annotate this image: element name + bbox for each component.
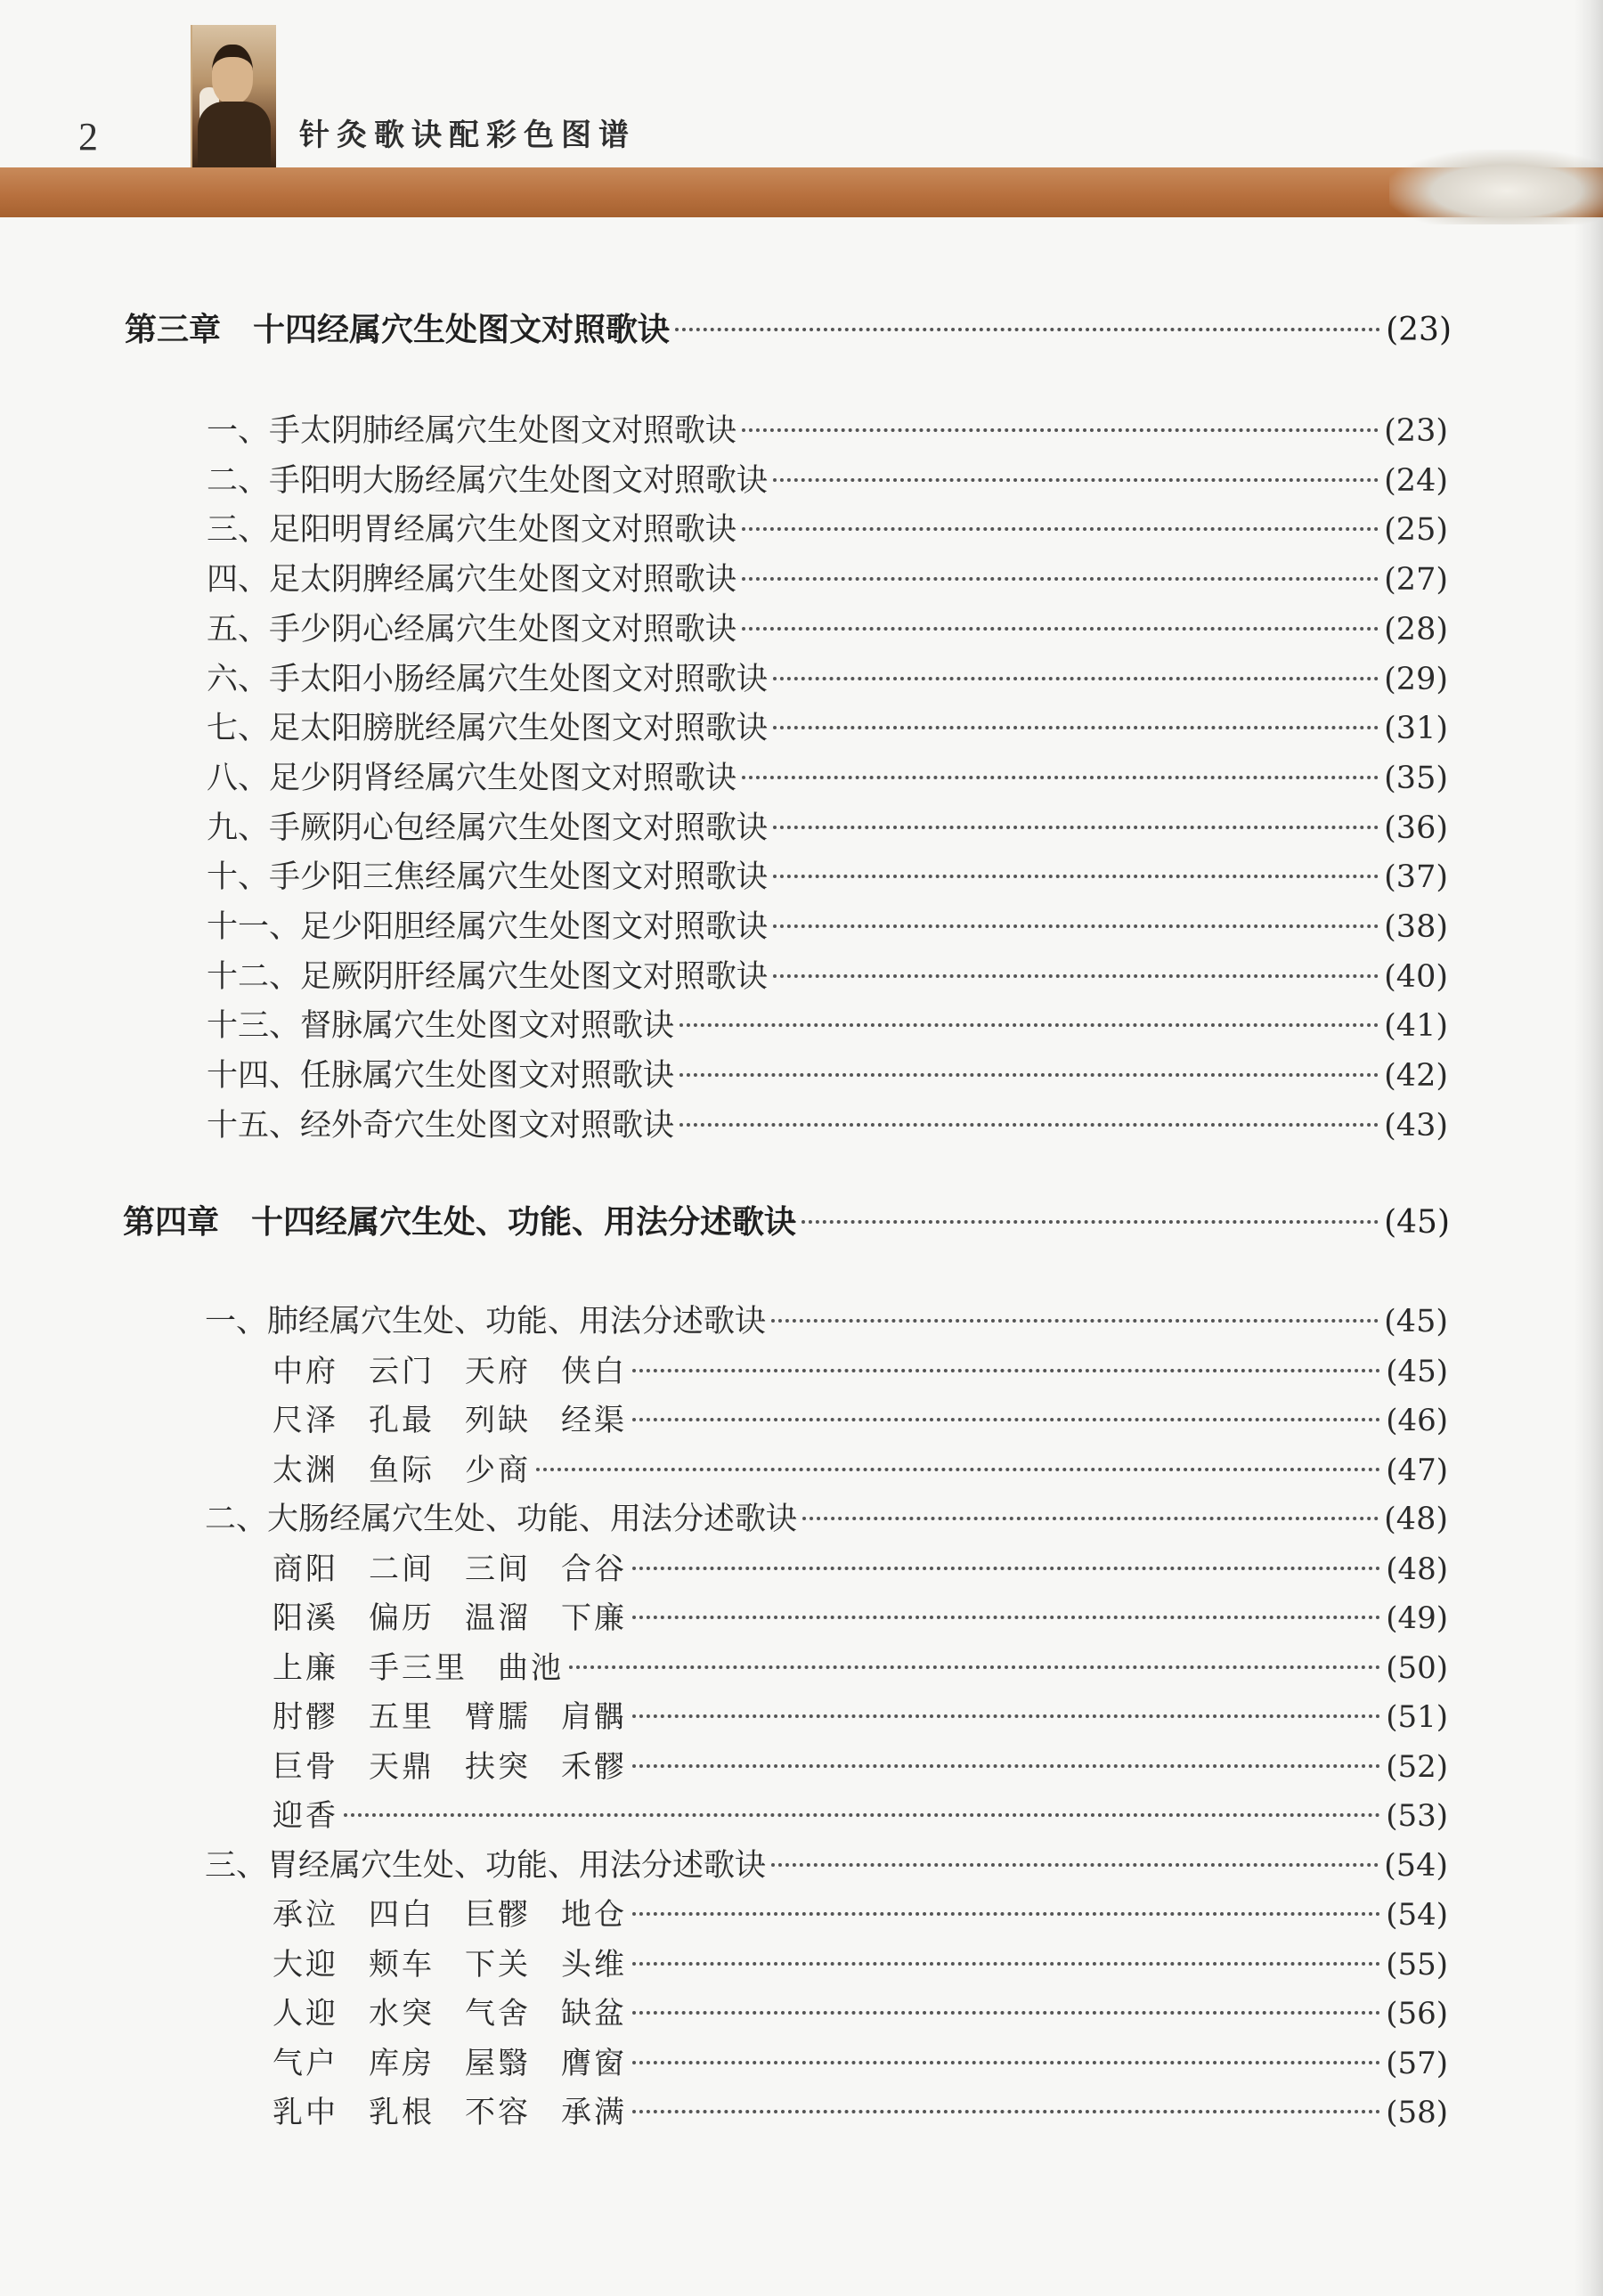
- toc-entry-page: (24): [1384, 462, 1448, 499]
- acupoint-name: 承泣: [273, 1897, 338, 1933]
- acupoint-name: 不容: [465, 2095, 531, 2130]
- acupoint-name: 膺窗: [561, 2045, 627, 2081]
- toc-entry-page: (48): [1384, 1502, 1448, 1537]
- toc-acupoint-row[interactable]: [273, 1396, 1448, 1442]
- toc-entry-page: (49): [1386, 1600, 1448, 1636]
- toc-entry-page: (35): [1384, 760, 1448, 796]
- toc-entry-title: [273, 1544, 627, 1588]
- toc-acupoint-row[interactable]: [273, 1643, 1448, 1689]
- toc-entry-page: (55): [1386, 1946, 1448, 1983]
- acupoint-name: 云门: [369, 1353, 435, 1389]
- acupoint-name: 温溜: [465, 1600, 531, 1636]
- acupoint-name: 中府: [273, 1353, 338, 1389]
- leader-dots: [632, 1714, 1380, 1718]
- toc-acupoint-row[interactable]: [273, 1544, 1448, 1591]
- toc-acupoint-row[interactable]: [273, 1347, 1448, 1393]
- leader-dots: [536, 1468, 1380, 1471]
- toc-entry-title: 一、手太阴肺经属穴生处图文对照歌诀: [207, 413, 737, 449]
- acupoint-name: 少商: [465, 1452, 531, 1488]
- toc-entry-page: (27): [1384, 562, 1448, 598]
- acupoint-name: 三间: [465, 1551, 531, 1587]
- toc-section-entry[interactable]: [205, 1494, 1448, 1541]
- acupoint-name: 扶突: [465, 1748, 531, 1785]
- toc-entry-page: (56): [1386, 1996, 1448, 2031]
- acupoint-name: 列缺: [465, 1403, 531, 1438]
- acupoint-name: 大迎: [273, 1946, 338, 1983]
- acupoint-name: 四白: [369, 1897, 435, 1933]
- leader-dots: [632, 1369, 1380, 1372]
- acupoint-name: 孔最: [369, 1403, 435, 1438]
- leader-dots: [679, 1123, 1379, 1127]
- toc-entry-page: (46): [1386, 1403, 1448, 1438]
- toc-entry-title: 第三章 十四经属穴生处图文对照歌诀: [125, 312, 671, 348]
- acupoint-name: 商阳: [273, 1551, 338, 1587]
- toc-entry-title: [273, 1643, 564, 1687]
- leader-dots: [632, 2011, 1380, 2015]
- toc-section-entry[interactable]: [207, 406, 1448, 452]
- toc-entry-page: (42): [1384, 1058, 1448, 1095]
- toc-section-entry[interactable]: [207, 704, 1448, 750]
- acupoint-name: 下关: [465, 1946, 531, 1983]
- acupoint-name: 缺盆: [561, 1996, 627, 2031]
- leader-dots: [773, 826, 1379, 829]
- leader-dots: [679, 1073, 1379, 1077]
- acupoint-name: 曲池: [498, 1649, 564, 1686]
- acupoint-name: 手三里: [369, 1649, 468, 1686]
- toc-entry-title: 十、手少阳三焦经属穴生处图文对照歌诀: [207, 859, 769, 896]
- leader-dots: [773, 677, 1379, 680]
- acupoint-name: 经渠: [561, 1403, 627, 1438]
- toc-entry-page: (37): [1384, 859, 1448, 896]
- acupoint-name: 气舍: [465, 1996, 531, 2031]
- toc-section-entry[interactable]: [205, 1841, 1448, 1887]
- toc-entry-title: 十一、足少阳胆经属穴生处图文对照歌诀: [207, 909, 769, 945]
- leader-dots: [802, 1517, 1379, 1520]
- toc-section-entry[interactable]: [207, 1001, 1448, 1047]
- toc-acupoint-row[interactable]: [273, 1593, 1448, 1640]
- toc-acupoint-row[interactable]: [273, 1791, 1448, 1837]
- leader-dots: [632, 2061, 1380, 2064]
- toc-section-entry[interactable]: [207, 1051, 1448, 1097]
- toc-entry-title: [273, 1890, 627, 1934]
- toc-acupoint-row[interactable]: [273, 1989, 1448, 2035]
- acupoint-name: 下廉: [561, 1600, 627, 1636]
- acupoint-name: 偏历: [369, 1600, 435, 1636]
- toc-chapter-3[interactable]: [125, 305, 1452, 351]
- toc-entry-title: 三、胃经属穴生处、功能、用法分述歌诀: [205, 1847, 767, 1884]
- leader-dots: [679, 1023, 1379, 1027]
- acupoint-name: 鱼际: [369, 1452, 435, 1488]
- toc-entry-title: 三、足阳明胃经属穴生处图文对照歌诀: [207, 512, 737, 549]
- acupoint-name: 地仓: [561, 1897, 627, 1933]
- toc-entry-title: [273, 1742, 627, 1786]
- toc-entry-title: 二、大肠经属穴生处、功能、用法分述歌诀: [205, 1502, 798, 1537]
- acupoint-name: 太渊: [273, 1452, 338, 1488]
- leader-dots: [742, 577, 1379, 581]
- leader-dots: [742, 428, 1379, 432]
- acupoint-name: 侠白: [561, 1353, 627, 1389]
- toc-entry-title: [273, 1692, 627, 1736]
- toc-entry-title: [273, 1791, 338, 1835]
- acupoint-name: 乳中: [273, 2095, 338, 2130]
- book-title: 针灸歌诀配彩色图谱: [299, 118, 636, 153]
- acupoint-name: 乳根: [369, 2095, 435, 2130]
- toc-entry-title: [273, 1989, 627, 2032]
- leader-dots: [632, 2110, 1380, 2113]
- acupoint-name: 尺泽: [273, 1403, 338, 1438]
- toc-entry-page: (45): [1384, 1304, 1448, 1339]
- acupoint-name: 迎香: [273, 1798, 338, 1834]
- toc-entry-title: 六、手太阳小肠经属穴生处图文对照歌诀: [207, 661, 769, 697]
- acupoint-name: 肩髃: [561, 1699, 627, 1735]
- leader-dots: [632, 1912, 1380, 1916]
- toc-entry-page: (43): [1384, 1107, 1448, 1144]
- leader-dots: [773, 478, 1379, 482]
- acupoint-name: 巨骨: [273, 1748, 338, 1785]
- toc-section-entry[interactable]: [205, 1297, 1448, 1343]
- toc-entry-title: [273, 2088, 627, 2131]
- portrait-robe: [198, 102, 271, 167]
- toc-entry-title: 九、手厥阴心包经属穴生处图文对照歌诀: [207, 810, 769, 846]
- toc-acupoint-row[interactable]: [273, 1890, 1448, 1936]
- toc-entry-title: [273, 2039, 627, 2082]
- toc-entry-title: 五、手少阴心经属穴生处图文对照歌诀: [207, 611, 737, 647]
- leader-dots: [773, 974, 1379, 978]
- leader-dots: [344, 1813, 1380, 1817]
- leader-dots: [632, 1616, 1380, 1619]
- acupoint-name: 库房: [369, 2045, 435, 2081]
- toc-entry-page: (58): [1386, 2095, 1448, 2130]
- toc-entry-page: (52): [1386, 1748, 1448, 1785]
- toc-entry-page: (54): [1386, 1897, 1448, 1933]
- toc-entry-page: (29): [1384, 661, 1448, 697]
- acupoint-name: 承满: [561, 2095, 627, 2130]
- toc-section-entry[interactable]: [207, 952, 1448, 998]
- acupoint-name: 水突: [369, 1996, 435, 2031]
- acupoint-name: 头维: [561, 1946, 627, 1983]
- toc-entry-title: 十二、足厥阴肝经属穴生处图文对照歌诀: [207, 958, 769, 995]
- leader-dots: [632, 1764, 1380, 1768]
- leader-dots: [742, 627, 1379, 631]
- toc-section-entry[interactable]: [207, 902, 1448, 949]
- leader-dots: [632, 1418, 1380, 1421]
- leader-dots: [773, 875, 1379, 878]
- leader-dots: [773, 924, 1379, 928]
- toc-entry-page: (45): [1384, 1204, 1450, 1241]
- portrait-illustration: [191, 25, 276, 167]
- acupoint-name: 颊车: [369, 1946, 435, 1983]
- leader-dots: [771, 1863, 1379, 1867]
- toc-entry-page: (54): [1384, 1847, 1448, 1884]
- toc-entry-page: (47): [1386, 1452, 1448, 1488]
- toc-entry-title: 十四、任脉属穴生处图文对照歌诀: [207, 1058, 675, 1095]
- toc-acupoint-row[interactable]: [273, 1940, 1448, 1986]
- leader-dots: [632, 1567, 1380, 1570]
- toc-entry-title: 八、足少阴肾经属穴生处图文对照歌诀: [207, 760, 737, 796]
- leader-dots: [569, 1665, 1380, 1669]
- toc-entry-page: (51): [1386, 1699, 1448, 1735]
- toc-section-entry[interactable]: [207, 852, 1448, 899]
- acupoint-name: 二间: [369, 1551, 435, 1587]
- toc-entry-page: (25): [1384, 512, 1448, 549]
- toc-entry-title: [273, 1396, 627, 1439]
- toc-entry-title: 第四章 十四经属穴生处、功能、用法分述歌诀: [123, 1204, 797, 1241]
- acupoint-name: 臂臑: [465, 1699, 531, 1735]
- leader-dots: [632, 1962, 1380, 1966]
- toc-section-entry[interactable]: [207, 655, 1448, 701]
- toc-acupoint-row[interactable]: [273, 1742, 1448, 1788]
- header-ornament: [1389, 150, 1603, 224]
- toc-section-entry[interactable]: [207, 803, 1448, 850]
- acupoint-name: 五里: [369, 1699, 435, 1735]
- toc-entry-page: (53): [1386, 1798, 1448, 1834]
- toc-entry-title: 一、肺经属穴生处、功能、用法分述歌诀: [205, 1304, 767, 1339]
- toc-entry-title: 七、足太阳膀胱经属穴生处图文对照歌诀: [207, 711, 769, 747]
- toc-entry-page: (31): [1384, 711, 1448, 747]
- acupoint-name: 天府: [465, 1353, 531, 1389]
- acupoint-name: 人迎: [273, 1996, 338, 2031]
- acupoint-name: 阳溪: [273, 1600, 338, 1636]
- toc-entry-page: (57): [1386, 2045, 1448, 2081]
- leader-dots: [742, 527, 1379, 531]
- leader-dots: [675, 328, 1380, 331]
- acupoint-name: 天鼎: [369, 1748, 435, 1785]
- acupoint-name: 屋翳: [465, 2045, 531, 2081]
- leader-dots: [773, 726, 1379, 729]
- page-edge-shadow: [1575, 0, 1603, 2296]
- toc-entry-page: (41): [1384, 1008, 1448, 1045]
- toc-entry-title: [273, 1347, 627, 1390]
- leader-dots: [771, 1319, 1379, 1323]
- toc-entry-title: 十三、督脉属穴生处图文对照歌诀: [207, 1008, 675, 1045]
- toc-entry-page: (50): [1386, 1649, 1448, 1686]
- toc-entry-title: [273, 1593, 627, 1637]
- toc-acupoint-row[interactable]: [273, 2088, 1448, 2134]
- toc-entry-title: 十五、经外奇穴生处图文对照歌诀: [207, 1107, 675, 1144]
- acupoint-name: 气户: [273, 2045, 338, 2081]
- toc-entry-title: [273, 1445, 531, 1489]
- acupoint-name: 巨髎: [465, 1897, 531, 1933]
- toc-acupoint-row[interactable]: [273, 2039, 1448, 2085]
- toc-entry-title: 四、足太阴脾经属穴生处图文对照歌诀: [207, 562, 737, 598]
- header-band: [0, 167, 1603, 217]
- toc-section-entry[interactable]: [207, 555, 1448, 601]
- toc-section-entry[interactable]: [207, 505, 1448, 551]
- leader-dots: [742, 776, 1379, 779]
- toc-entry-page: (28): [1384, 611, 1448, 647]
- toc-entry-page: (48): [1386, 1551, 1448, 1587]
- acupoint-name: 上廉: [273, 1649, 338, 1686]
- toc-section-entry[interactable]: [207, 753, 1448, 800]
- toc-entry-page: (40): [1384, 958, 1448, 995]
- acupoint-name: 合谷: [561, 1551, 627, 1587]
- acupoint-name: 肘髎: [273, 1699, 338, 1735]
- toc-entry-page: (45): [1386, 1353, 1448, 1389]
- toc-entry-page: (36): [1384, 810, 1448, 846]
- toc-acupoint-row[interactable]: [273, 1445, 1448, 1492]
- toc-section-entry[interactable]: [207, 605, 1448, 651]
- toc-entry-title: 二、手阳明大肠经属穴生处图文对照歌诀: [207, 462, 769, 499]
- page-header: [0, 0, 1603, 223]
- portrait-head: [212, 45, 253, 103]
- toc-entry-page: (23): [1386, 312, 1452, 348]
- toc-entry-title: [273, 1940, 627, 1983]
- toc-chapter-4[interactable]: [123, 1197, 1450, 1243]
- leader-dots: [802, 1220, 1379, 1224]
- page-number: 2: [78, 115, 98, 159]
- toc-section-entry[interactable]: [207, 1101, 1448, 1147]
- toc-entry-page: (38): [1384, 909, 1448, 945]
- toc-section-entry[interactable]: [207, 456, 1448, 502]
- toc-entry-page: (23): [1384, 413, 1448, 449]
- acupoint-name: 禾髎: [561, 1748, 627, 1785]
- toc-acupoint-row[interactable]: [273, 1692, 1448, 1738]
